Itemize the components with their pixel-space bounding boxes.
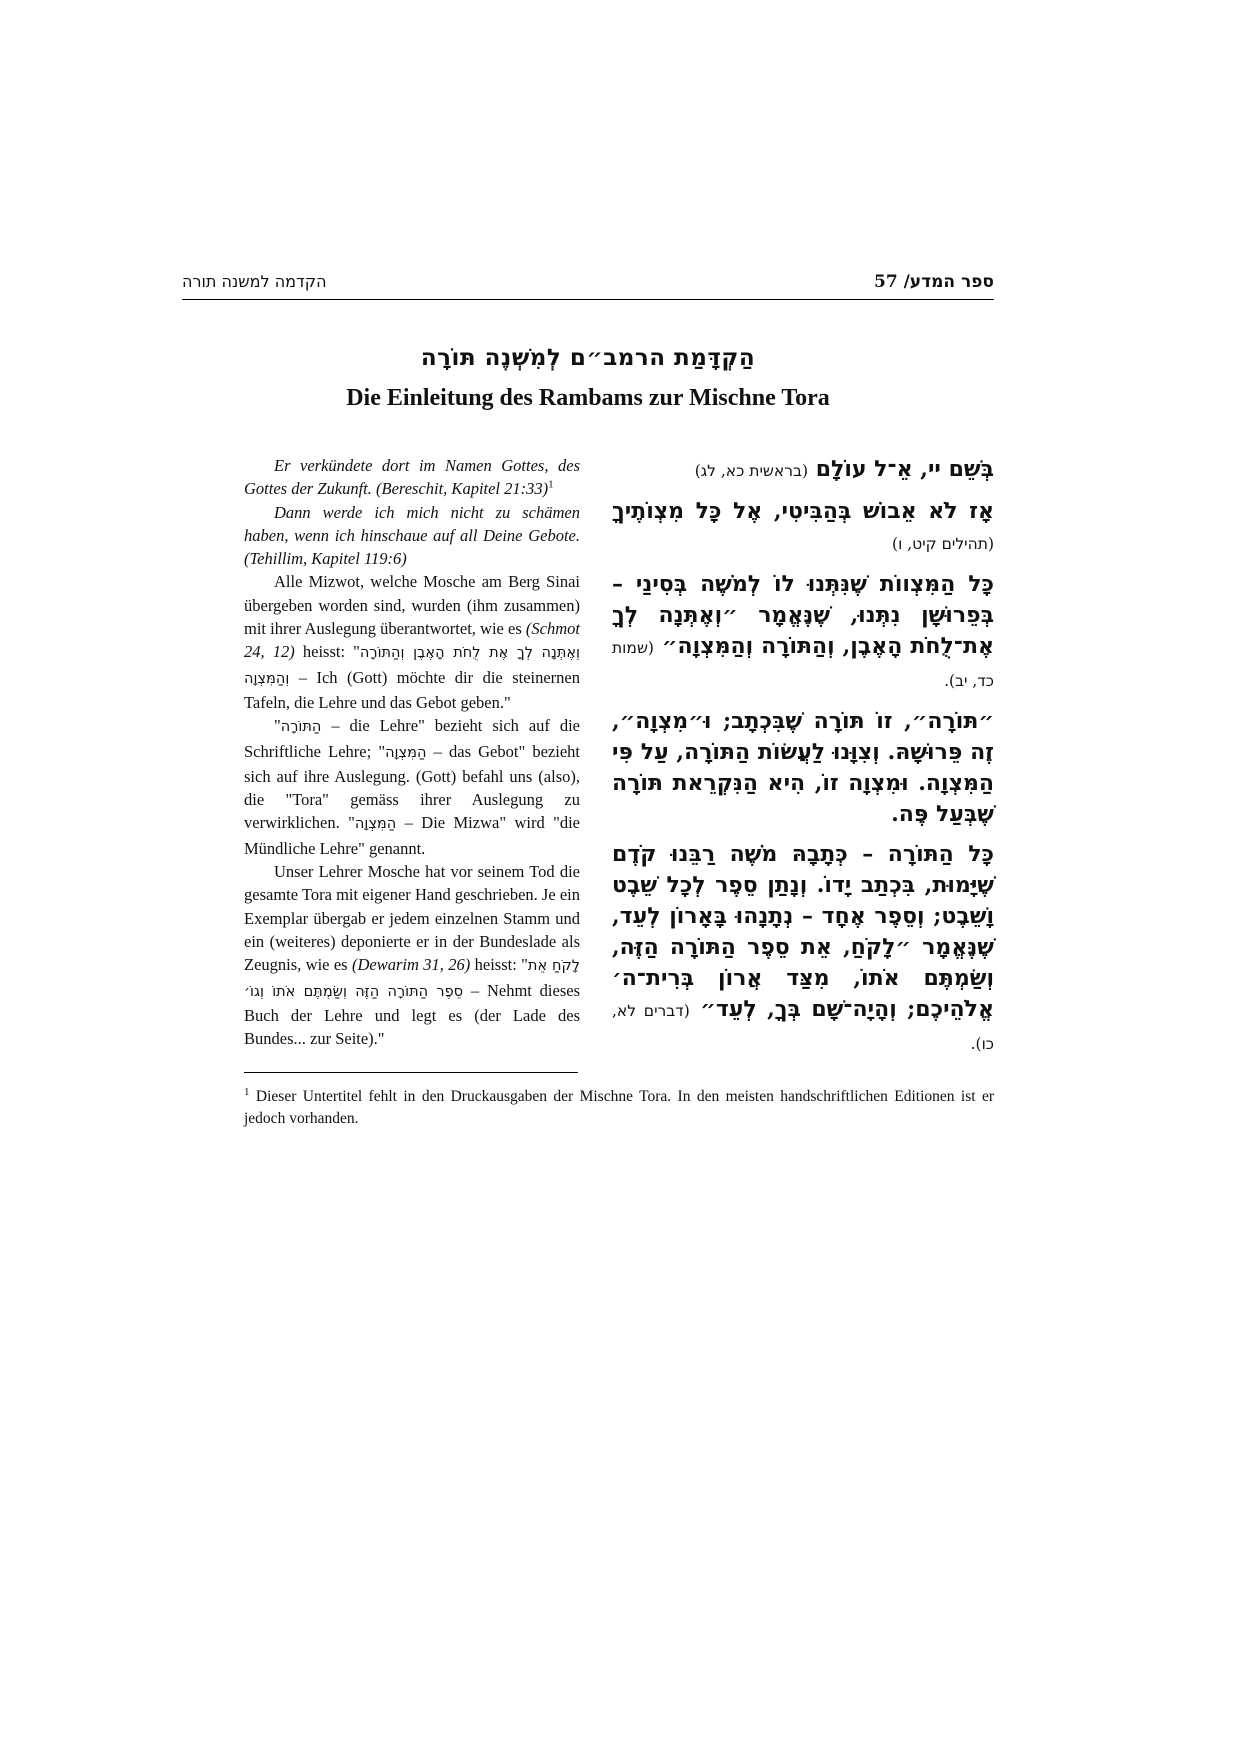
hebrew-paragraph xyxy=(612,706,994,830)
hebrew-paragraph xyxy=(612,569,994,697)
text-run: heisst: " xyxy=(470,955,528,975)
inline-hebrew-quote: הַמִּצְוָה xyxy=(385,744,427,761)
text-run: כָּל הַמִּצְווֹת שֶׁנִּתְּנוּ לוֹ לְמֹשֶׁה בְּסִינַי – בְּפֵרוּשָׁן נִתְּנוּ, שֶׁנֶּאֱמָר ״וְאֶתְּנָה לְךָ אֶת־לֻחֹת הָאֶבֶן, וְהַתּוֹרָה וְהַמִּצְוָה״ xyxy=(612,571,994,659)
text-run: Dann werde ich mich nicht zu schämen haben, wenn ich hinschaue auf all Deine Gebote. (Tehillim, Kapitel 119:6) xyxy=(244,502,580,569)
page-content xyxy=(182,272,994,1130)
text-run: (Dewarim 31, 26) xyxy=(351,955,471,975)
german-paragraph xyxy=(244,860,580,1050)
inline-hebrew-quote: וְאֶתְּנָה לְךָ אֶת לֻחֹת הָאֶבֶן וְהַתּוֹרָה וְהַמִּצְוָה xyxy=(244,645,580,687)
text-run: Alle Mizwot, welche Mosche am Berg Sinai übergeben worden sind, wurden (ihm zusammen) mit ihrer Auslegung überantwortet, wie es xyxy=(244,572,580,639)
german-paragraph xyxy=(244,501,580,571)
running-header-right: ספר המדע/ 57 xyxy=(874,272,994,292)
text-run: ״תּוֹרָה״, זוֹ תּוֹרָה שֶׁבִּכְתָב; וּ״מִצְוָה״, זֶה פֵּרוּשָׁהּ. וְצִוָּנוּ לַעֲשׂוֹת הַתּוֹרָה, עַל פִּי הַמִּצְוָה. וּמִצְוָה זוֹ, הִיא הַנִּקְרֵאת תּוֹרָה שֶׁבְּעַל פֶּה. xyxy=(612,708,994,827)
footnote xyxy=(244,1081,994,1130)
hebrew-paragraph xyxy=(612,454,994,487)
text-run: אָז לֹא אֵבוֹשׁ בְּהַבִּיטִי, אֶל כָּל מִצְוֹתֶיךָ xyxy=(612,498,994,524)
german-paragraph xyxy=(244,714,580,860)
running-header-left: הקדמה למשנה תורה xyxy=(182,272,327,291)
text-run: – Nehmt dieses Buch der Lehre und legt es (der Lade des Bundes... zur Seite)." xyxy=(244,980,581,1049)
text-run: (Schmot 24, 12) xyxy=(244,619,580,662)
text-run: כָּל הַתּוֹרָה – כְּתָבָהּ מֹשֶׁה רַבֵּנוּ קֹדֶם שֶׁיָּמוּת, בִּכְתַב יָדוֹ. וְנָתַן סֵפֶר לְכָל שֵׁבֶט וָשֵׁבֶט; וְסֵפֶר אֶחָד – נְתָנָהוּ בָּאָרוֹן לְעֵד, שֶׁנֶּאֱמָר ״לָקֹחַ, אֵת סֵפֶר הַתּוֹרָה הַזֶּה, וְשַׂמְתֶּם אֹתוֹ, מִצַּד אֲרוֹן בְּרִית־ה׳ אֱלֹהֵיכֶם; וְהָיָה־שָׁם בְּךָ, לְעֵד״ xyxy=(612,841,994,1022)
source-reference: (בראשית כא, לג) xyxy=(694,462,809,480)
title-hebrew: הַקְדָּמַת הרמב״ם לְמִשְׁנֶה תּוֹרָה xyxy=(420,344,756,371)
inline-hebrew-quote: הַתּוֹרָה xyxy=(280,719,322,736)
footnote-marker: 1 xyxy=(244,1086,250,1098)
hebrew-paragraph xyxy=(612,496,994,560)
german-paragraph xyxy=(244,570,580,714)
source-reference: (שמות כד, יב). xyxy=(612,639,994,690)
source-reference: (דברים לא, כו). xyxy=(612,1002,994,1053)
text-run: – die Lehre" bezieht sich auf die Schriftliche Lehre; " xyxy=(244,716,580,761)
title-german: Die Einleitung des Rambams zur Mischne Tora xyxy=(346,385,830,411)
footnote-block xyxy=(182,1072,994,1130)
text-run: Unser Lehrer Mosche hat vor seinem Tod die gesamte Tora mit eigener Hand geschrieben. Je ein Exemplar übergab er jedem einzelnen Stamm und ein (weiteres) deponierte er in der Bundeslade als Zeugnis, wie es xyxy=(244,862,580,975)
source-reference: (תהילים קיט, ו) xyxy=(892,535,994,553)
german-column xyxy=(244,454,580,1050)
text-run: בְּשֵׁם יי, אֵ־ל עוֹלָם xyxy=(808,456,994,482)
text-run: – Die Mizwa" wird "die Mündliche Lehre" genannt. xyxy=(244,813,580,858)
text-run: heisst: " xyxy=(294,642,360,662)
text-run: 1 xyxy=(548,478,554,491)
text-run: – das Gebot" bezieht sich auf ihre Auslegung. (Gott) befahl uns (also), die "Tora" gemäss ihrer Auslegung zu verwirklichen. " xyxy=(244,741,580,833)
inline-hebrew-quote: הַמִּצְוָה xyxy=(354,816,397,833)
german-paragraph xyxy=(244,454,580,501)
running-header xyxy=(182,272,994,300)
hebrew-paragraph xyxy=(612,839,994,1060)
inline-hebrew-quote: לָקֹחַ אֵת סֵפֶר הַתּוֹרָה הַזֶּה וְשַׂמְתֶּם אֹתוֹ וְגוֹ׳ xyxy=(244,958,581,1000)
two-column-body xyxy=(182,454,994,1060)
hebrew-column xyxy=(612,454,994,1060)
text-run: Er verkündete dort im Namen Gottes, des Gottes der Zukunft. (Bereschit, Kapitel 21:33) xyxy=(244,456,580,499)
text-run: " xyxy=(274,716,281,736)
footnote-text: Dieser Untertitel fehlt in den Druckausgaben der Mischne Tora. In den meisten handschriftlichen Editionen ist er jedoch vorhanden. xyxy=(244,1088,995,1128)
footnote-rule xyxy=(244,1072,578,1073)
text-run: – Ich (Gott) möchte dir die steinernen Tafeln, die Lehre und das Gebot geben." xyxy=(244,667,580,712)
